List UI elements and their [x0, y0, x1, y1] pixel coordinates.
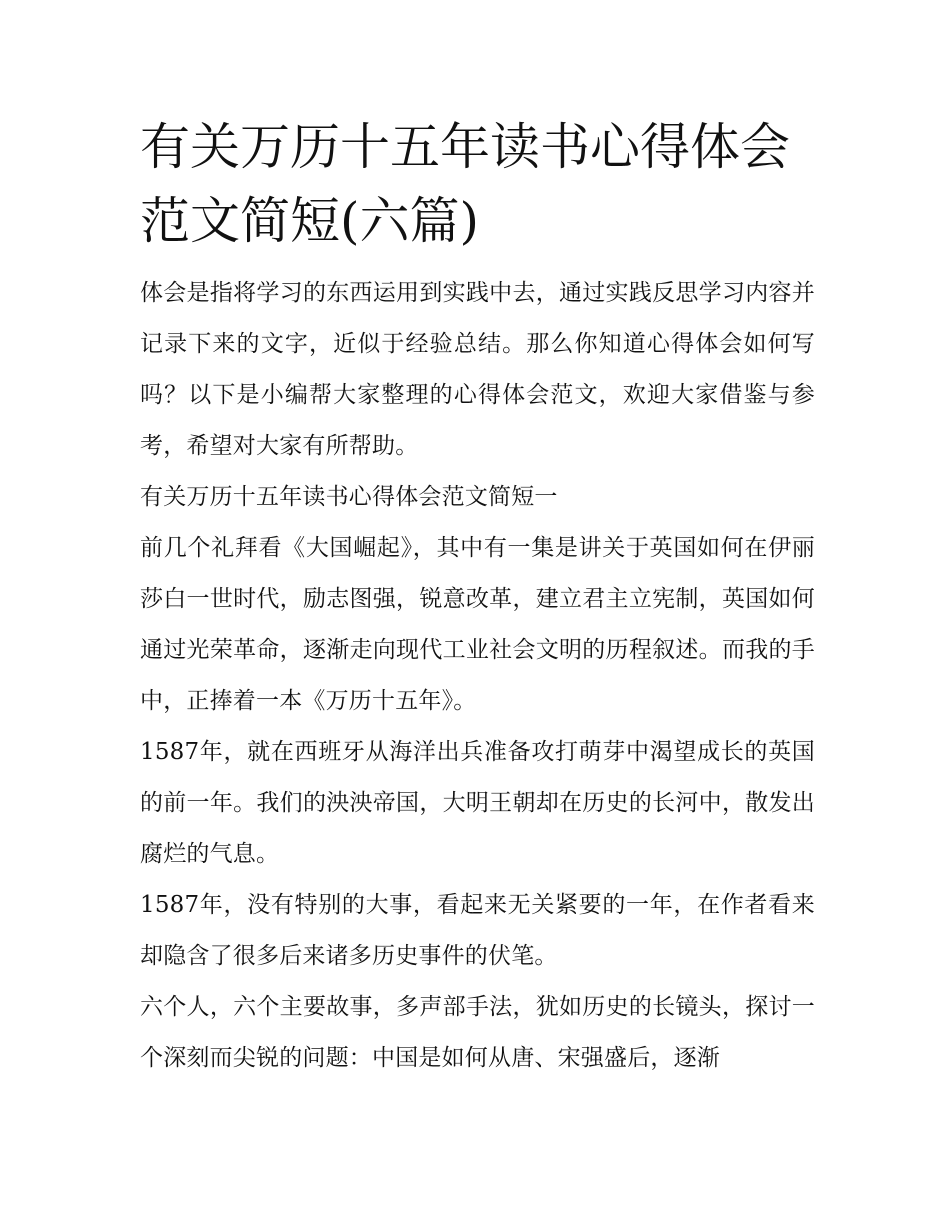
title-line-2: 范文简短(六篇) — [140, 192, 480, 250]
body-paragraph: 六个人，六个主要故事，多声部手法，犹如历史的长镜头，探讨一个深刻而尖锐的问题：中国是如何从唐、宋强盛后，逐渐 — [140, 994, 815, 1071]
document-page — [140, 110, 815, 1084]
section-heading: 有关万历十五年读书心得体会范文简短一 — [140, 484, 558, 510]
title-line-1: 有关万历十五年读书心得体会 — [140, 118, 790, 176]
body-paragraph: 1587年，就在西班牙从海洋出兵准备攻打萌芽中渴望成长的英国的前一年。我们的泱泱帝国，大明王朝却在历史的长河中，散发出腐烂的气息。 — [140, 739, 815, 867]
document-title — [140, 110, 815, 258]
document-body — [140, 268, 815, 1084]
body-paragraph: 前几个礼拜看《大国崛起》，其中有一集是讲关于英国如何在伊丽莎白一世时代，励志图强，锐意改革，建立君主立宪制，英国如何通过光荣革命，逐渐走向现代工业社会文明的历程叙述。而我的手中，正捧着一本《万历十五年》。 — [140, 535, 815, 714]
intro-paragraph: 体会是指将学习的东西运用到实践中去，通过实践反思学习内容并记录下来的文字，近似于经验总结。那么你知道心得体会如何写吗？以下是小编帮大家整理的心得体会范文，欢迎大家借鉴与参考，希望对大家有所帮助。 — [140, 280, 815, 459]
body-paragraph: 1587年，没有特别的大事，看起来无关紧要的一年，在作者看来却隐含了很多后来诸多历史事件的伏笔。 — [140, 892, 815, 969]
